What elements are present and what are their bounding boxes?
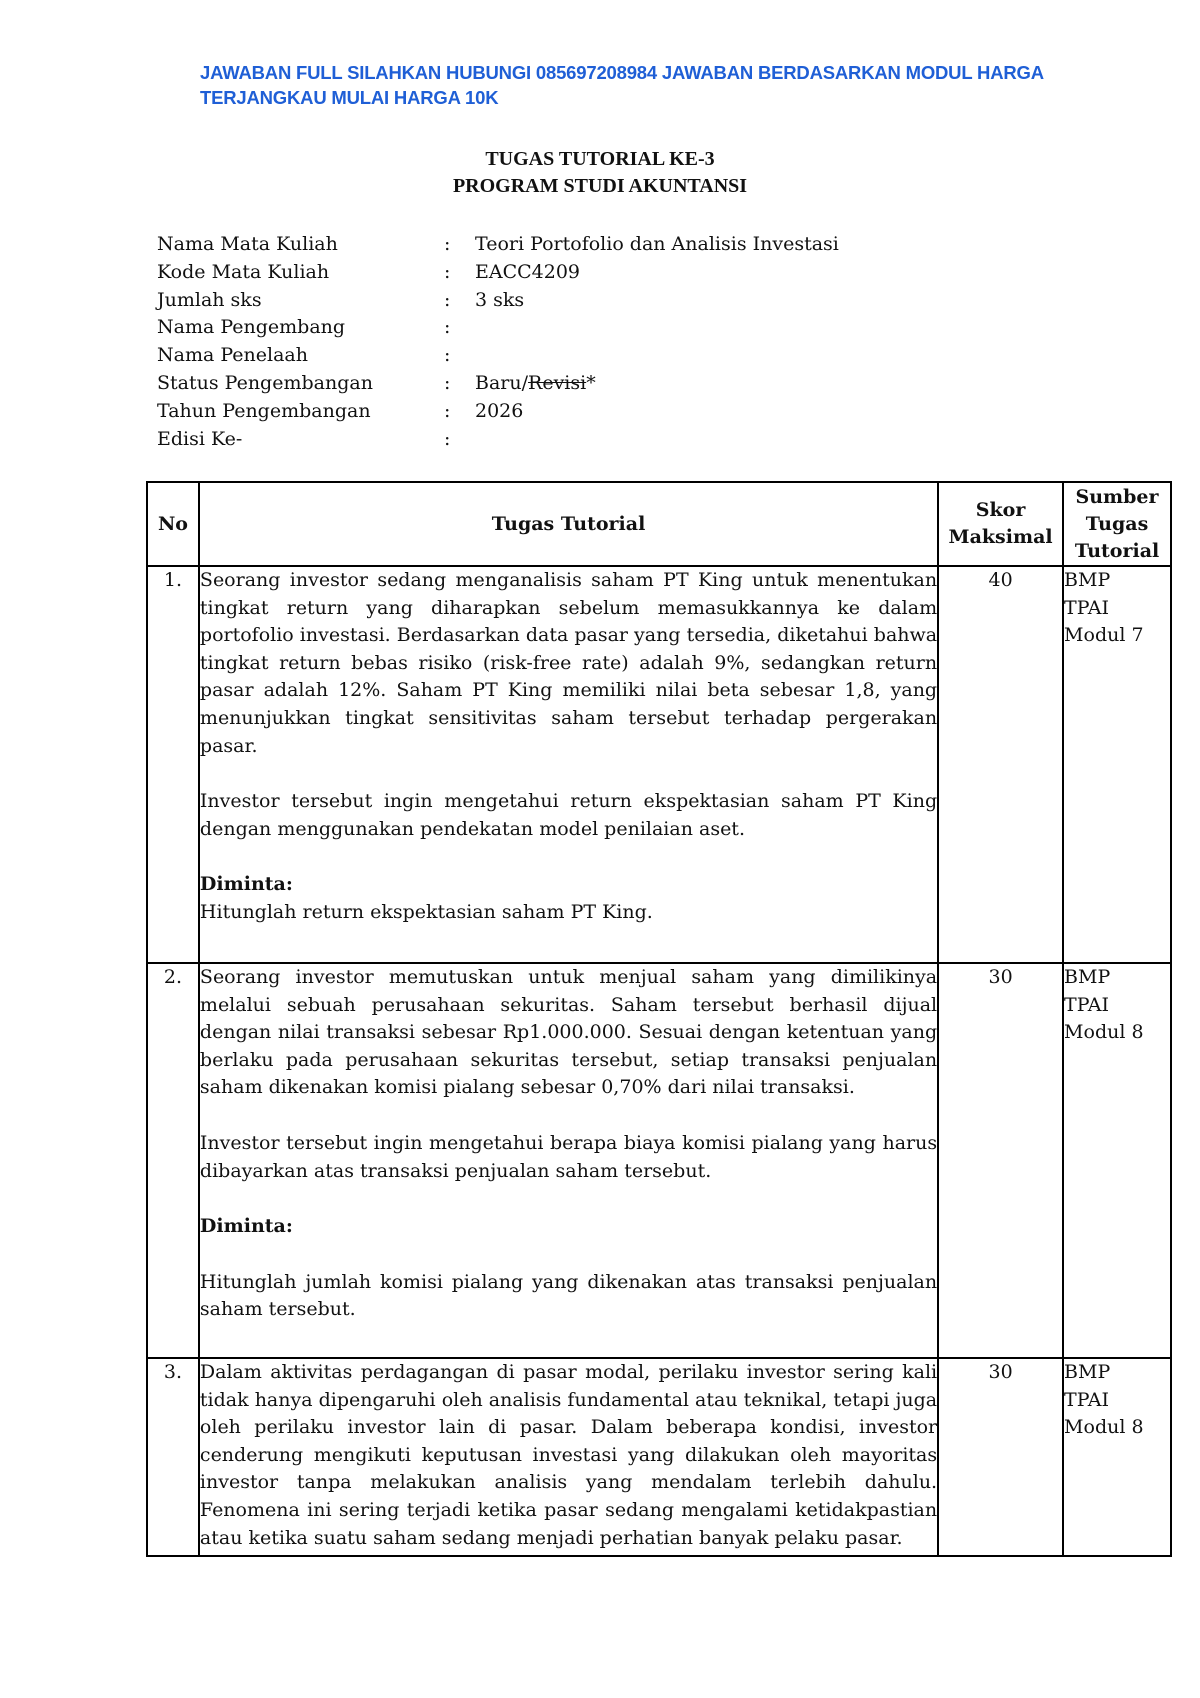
promo-banner-line-1: JAWABAN FULL SILAHKAN HUBUNGI 085697208984 JAWABAN BERDASARKAN MODUL HARGA: [200, 62, 1044, 83]
meta-colon: :: [444, 427, 451, 450]
meta-colon: :: [444, 371, 451, 394]
source-line: BMP: [1064, 569, 1111, 591]
meta-value: 3 sks: [475, 288, 525, 311]
meta-label: Nama Penelaah: [157, 344, 308, 367]
title-line-2: PROGRAM STUDI AKUNTANSI: [452, 175, 748, 197]
requirement-text: Hitunglah jumlah komisi pialang yang dikenakan atas transaksi penjualan saham tersebut.: [199, 1270, 938, 1321]
meta-colon: :: [444, 316, 451, 339]
task-source: [1063, 963, 1171, 1358]
task-paragraph: Investor tersebut ingin mengetahui berapa biaya komisi pialang yang harus dibayarkan atas transaksi penjualan saham tersebut.: [199, 1131, 938, 1182]
row-number: 3.: [147, 1358, 199, 1556]
header-source-line-2: Tugas: [1085, 512, 1149, 535]
task-paragraph: Seorang investor sedang menganalisis saham PT King untuk menentukan tingkat return yang diharapkan sebelum memasukkannya ke dalam portofolio investasi. Berdasarkan data pasar yang tersedia, diketahui bahwa tingkat return bebas risiko (risk-free rate) adalah 9%, sedangkan return pasar adalah 12%. Saham PT King memiliki nilai beta sebesar 1,8, yang menunjukkan tingkat sensitivitas saham tersebut terhadap pergerakan pasar.: [199, 569, 938, 757]
meta-colon: :: [444, 344, 451, 367]
max-score: 30: [938, 963, 1063, 1358]
status-new: Baru/: [475, 371, 529, 394]
source-line: Modul 8: [1064, 1416, 1144, 1439]
task-description: [199, 566, 938, 963]
meta-label: Jumlah sks: [157, 288, 262, 311]
tutorial-task-table: [146, 481, 1172, 1557]
header-source-line-1: Sumber: [1075, 485, 1159, 508]
table-row: [147, 963, 1171, 1358]
meta-value: Teori Portofolio dan Analisis Investasi: [475, 233, 839, 255]
task-source: [1063, 566, 1171, 963]
meta-label: Status Pengembangan: [157, 371, 373, 394]
meta-colon: :: [444, 288, 451, 311]
source-line: TPAI: [1064, 1388, 1109, 1411]
status-asterisk: *: [586, 371, 596, 394]
meta-value: [475, 370, 596, 398]
meta-colon: :: [444, 399, 451, 422]
meta-colon: :: [444, 233, 451, 255]
header-max-score-line-1: Skor: [975, 499, 1026, 521]
source-line: Modul 8: [1064, 1021, 1144, 1044]
task-requirement: [200, 871, 937, 926]
source-line: TPAI: [1064, 993, 1109, 1016]
row-number: 2.: [147, 963, 199, 1358]
status-revision-struck: Revisi: [528, 371, 587, 394]
meta-label: Nama Pengembang: [157, 316, 346, 339]
task-source: [1063, 1358, 1171, 1556]
task-description: [199, 963, 938, 1358]
promo-banner: [200, 60, 1180, 110]
header-source: [1063, 482, 1171, 566]
task-paragraph: Dalam aktivitas perdagangan di pasar modal, perilaku investor sering kali tidak hanya dipengaruhi oleh analisis fundamental atau teknikal, tetapi juga oleh perilaku investor lain di pasar. Dalam beberapa kondisi, investor cenderung mengikuti keputusan investasi yang dilakukan oleh mayoritas investor tanpa melakukan analisis yang mendalam terlebih dahulu. Fenomena ini sering terjadi ketika pasar sedang mengalami ketidakpastian atau ketika suatu saham sedang menjadi perhatian banyak pelaku pasar.: [199, 1361, 938, 1549]
table-header-row: [147, 482, 1171, 566]
meta-label: Nama Mata Kuliah: [157, 233, 338, 255]
meta-label: Tahun Pengembangan: [157, 399, 371, 422]
meta-value: 2026: [475, 399, 524, 422]
row-number: 1.: [147, 566, 199, 963]
table-row: [147, 566, 1171, 963]
document-title: [0, 146, 1200, 200]
requirement-heading: Diminta:: [199, 1215, 293, 1238]
source-line: Modul 7: [1064, 624, 1144, 647]
source-line: TPAI: [1064, 596, 1109, 619]
meta-colon: :: [444, 260, 451, 283]
title-line-1: TUGAS TUTORIAL KE-3: [485, 148, 715, 170]
promo-banner-line-2: TERJANGKAU MULAI HARGA 10K: [200, 87, 499, 108]
header-task: Tugas Tutorial: [199, 482, 938, 566]
source-line: BMP: [1064, 1361, 1111, 1383]
meta-label: Edisi Ke-: [157, 427, 243, 450]
header-no: No: [147, 482, 199, 566]
source-line: BMP: [1064, 966, 1111, 988]
meta-value: EACC4209: [475, 260, 581, 283]
requirement-text: Hitunglah return ekspektasian saham PT King.: [199, 900, 653, 923]
max-score: 40: [938, 566, 1063, 963]
header-source-line-3: Tutorial: [1074, 539, 1160, 562]
meta-label: Kode Mata Kuliah: [157, 260, 330, 283]
task-paragraph: Investor tersebut ingin mengetahui return ekspektasian saham PT King dengan menggunakan pendekatan model penilaian aset.: [199, 790, 938, 840]
table-row: [147, 1358, 1171, 1556]
task-description: [199, 1358, 938, 1556]
max-score: 30: [938, 1358, 1063, 1556]
header-max-score-line-2: Maksimal: [948, 526, 1053, 548]
header-max-score: [938, 482, 1063, 566]
requirement-heading: Diminta:: [199, 873, 293, 896]
task-paragraph: Seorang investor memutuskan untuk menjual saham yang dimilikinya melalui sebuah perusahaan sekuritas. Saham tersebut berhasil dijual dengan nilai transaksi sebesar Rp1.000.000. Sesuai dengan ketentuan yang berlaku pada perusahaan sekuritas tersebut, setiap transaksi penjualan saham dikenakan komisi pialang sebesar 0,70% dari nilai transaksi.: [199, 966, 938, 1099]
